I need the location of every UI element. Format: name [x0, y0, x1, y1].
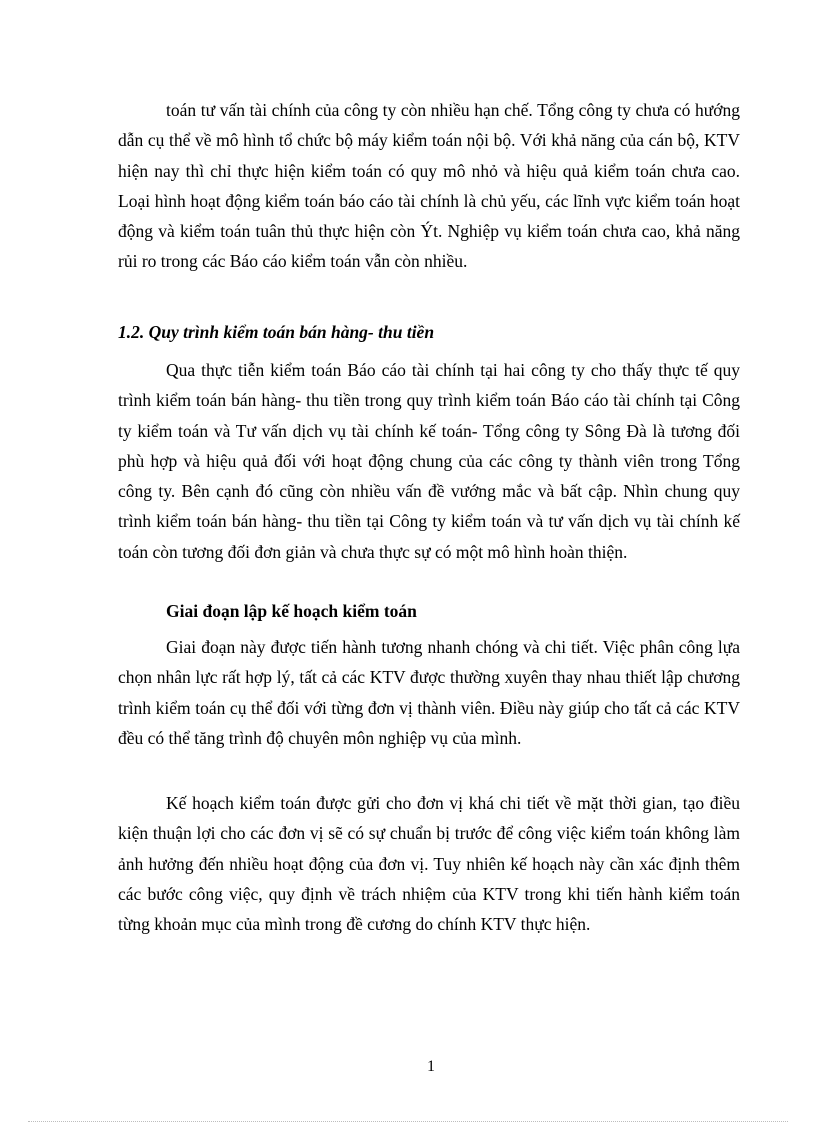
- paragraph-block-2: [118, 355, 740, 567]
- section-heading: 1.2. Quy trình kiểm toán bán hàng- thu tiền: [118, 322, 435, 342]
- paragraph-block-4: [118, 788, 740, 939]
- body-paragraph: Kế hoạch kiểm toán được gửi cho đơn vị khá chi tiết về mặt thời gian, tạo điều kiện thuận lợi cho các đơn vị sẽ có sự chuẩn bị trước để công việc kiểm toán không làm ảnh hưởng đến nhiều hoạt động của đơn vị. Tuy nhiên kế hoạch này cần xác định thêm các bước công việc, quy định về trách nhiệm của KTV trong khi tiến hành kiểm toán từng khoản mục của mình trong đề cương do chính KTV thực hiện.: [118, 793, 740, 935]
- page-bottom-divider: [28, 1121, 788, 1122]
- paragraph-block-1: [118, 95, 740, 277]
- paragraph-block-3: [118, 632, 740, 753]
- body-paragraph: toán tư vấn tài chính của công ty còn nhiều hạn chế. Tổng công ty chưa có hướng dẫn cụ thể về mô hình tổ chức bộ máy kiểm toán nội bộ. Với khả năng của cán bộ, KTV hiện nay thì chỉ thực hiện kiểm toán có quy mô nhỏ và hiệu quả kiểm toán chưa cao. Loại hình hoạt động kiểm toán báo cáo tài chính là chủ yếu, các lĩnh vực kiểm toán hoạt động và kiểm toán tuân thủ thực hiện còn Ýt. Nghiệp vụ kiểm toán chưa cao, khả năng rủi ro trong các Báo cáo kiểm toán vẫn còn nhiều.: [118, 100, 740, 272]
- subsection-heading: Giai đoạn lập kế hoạch kiểm toán: [166, 601, 417, 621]
- body-paragraph: Giai đoạn này được tiến hành tương nhanh chóng và chi tiết. Việc phân công lựa chọn nhân lực rất hợp lý, tất cả các KTV được thường xuyên thay nhau thiết lập chương trình kiểm toán cụ thể đối với từng đơn vị thành viên. Điều này giúp cho tất cả các KTV đều có thể tăng trình độ chuyên môn nghiệp vụ của mình.: [118, 637, 740, 748]
- page-number: 1: [427, 1058, 435, 1075]
- body-paragraph: Qua thực tiễn kiểm toán Báo cáo tài chính tại hai công ty cho thấy thực tế quy trình kiểm toán bán hàng- thu tiền trong quy trình kiểm toán Báo cáo tài chính tại Công ty kiểm toán và Tư vấn dịch vụ tài chính kế toán- Tổng công ty Sông Đà là tương đối phù hợp và hiệu quả đối với hoạt động chung của các công ty thành viên trong Tổng công ty. Bên cạnh đó cũng còn nhiều vấn đề vướng mắc và bất cập. Nhìn chung quy trình kiểm toán bán hàng- thu tiền tại Công ty kiểm toán và tư vấn dịch vụ tài chính kế toán còn tương đối đơn giản và chưa thực sự có một mô hình hoàn thiện.: [118, 360, 740, 562]
